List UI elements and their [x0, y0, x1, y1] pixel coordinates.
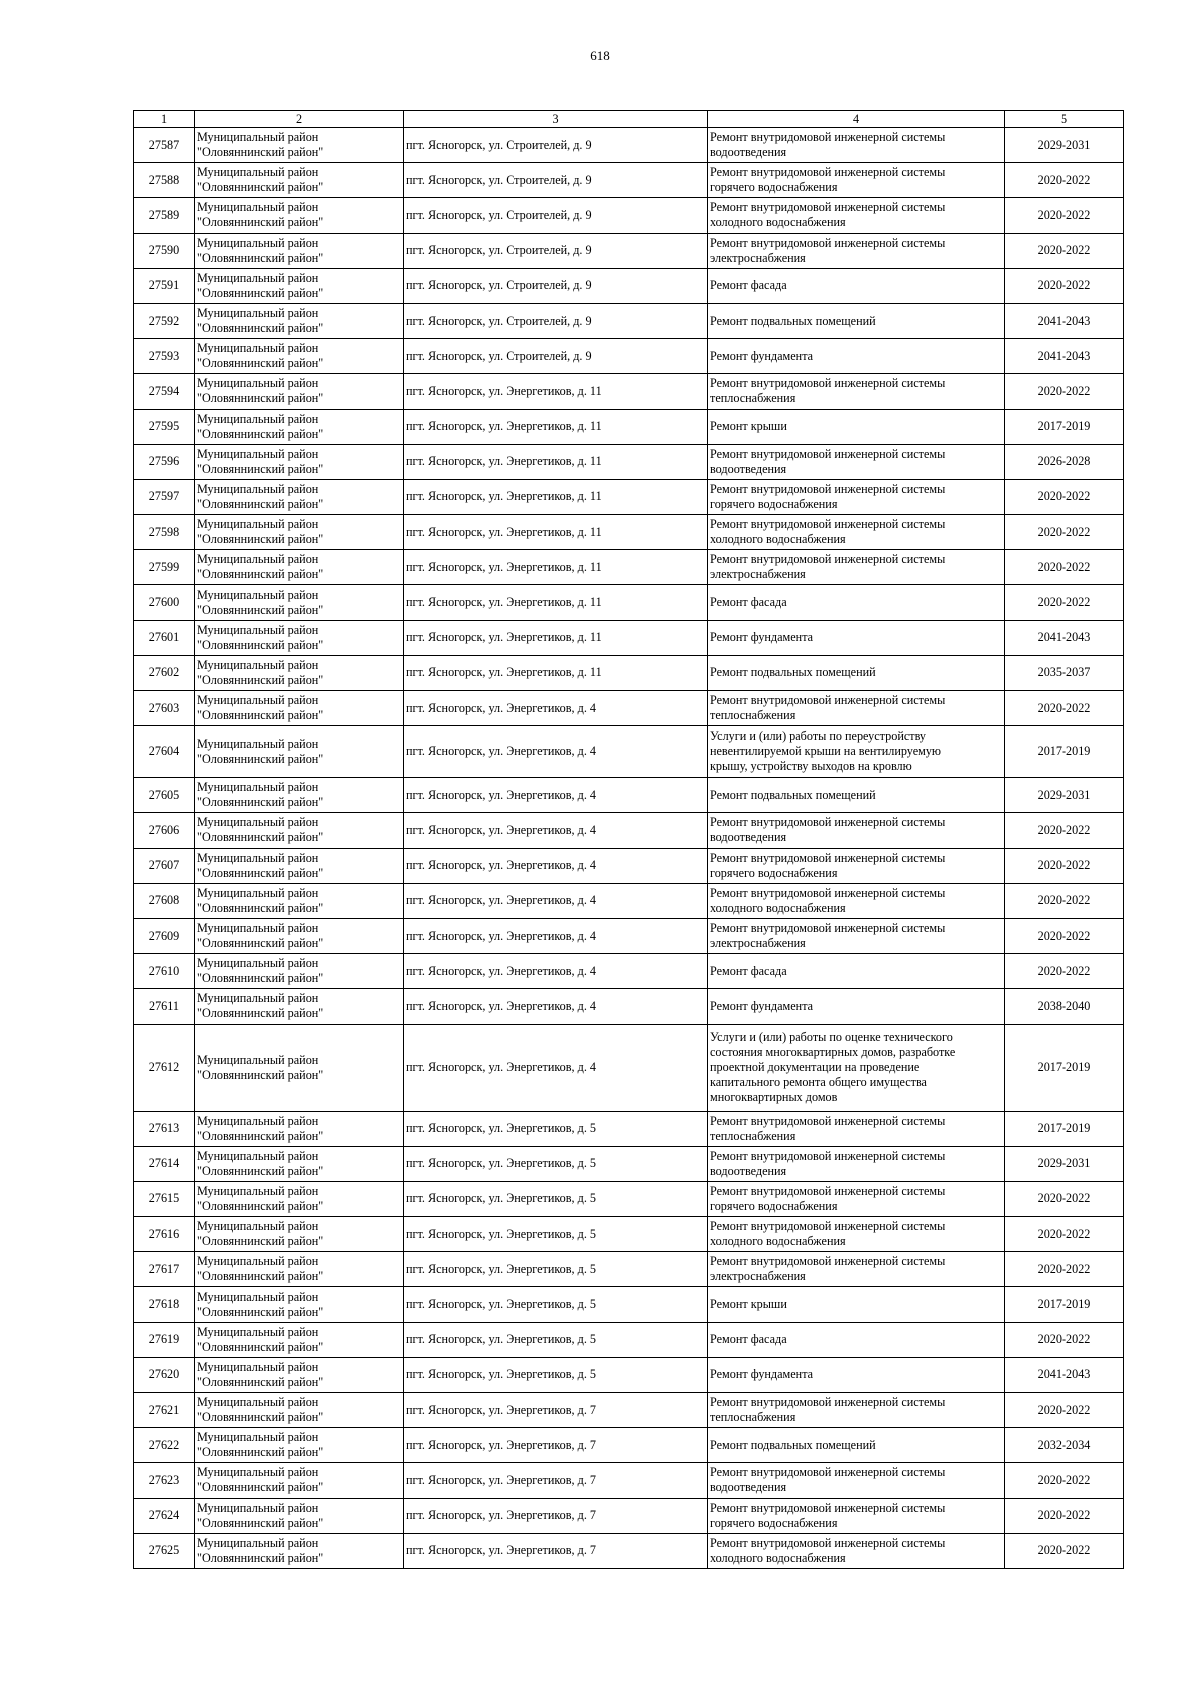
column-header: 5 — [1005, 111, 1124, 128]
address-cell: пгт. Ясногорск, ул. Энергетиков, д. 11 — [404, 655, 708, 690]
address-cell: пгт. Ясногорск, ул. Энергетиков, д. 11 — [404, 409, 708, 444]
address-cell: пгт. Ясногорск, ул. Энергетиков, д. 5 — [404, 1322, 708, 1357]
municipality-cell: Муниципальный район "Оловяннинский район" — [195, 1322, 404, 1357]
municipality-cell: Муниципальный район "Оловяннинский район" — [195, 1498, 404, 1533]
address-cell: пгт. Ясногорск, ул. Строителей, д. 9 — [404, 268, 708, 303]
period-cell: 2029-2031 — [1005, 128, 1124, 163]
work-type-cell: Ремонт внутридомовой инженерной системы горячего водоснабжения — [708, 848, 1005, 883]
work-type-cell: Ремонт внутридомовой инженерной системы холодного водоснабжения — [708, 515, 1005, 550]
period-cell: 2020-2022 — [1005, 1463, 1124, 1498]
period-cell: 2020-2022 — [1005, 374, 1124, 409]
municipality-cell: Муниципальный район "Оловяннинский район" — [195, 163, 404, 198]
address-cell: пгт. Ясногорск, ул. Энергетиков, д. 11 — [404, 585, 708, 620]
municipality-cell: Муниципальный район "Оловяннинский район" — [195, 374, 404, 409]
table-row — [134, 515, 1124, 550]
table-row — [134, 1357, 1124, 1392]
address-cell: пгт. Ясногорск, ул. Энергетиков, д. 7 — [404, 1498, 708, 1533]
row-number-cell: 27614 — [134, 1146, 195, 1181]
table-row — [134, 655, 1124, 690]
work-type-cell: Ремонт внутридомовой инженерной системы теплоснабжения — [708, 374, 1005, 409]
work-type-cell: Ремонт внутридомовой инженерной системы горячего водоснабжения — [708, 163, 1005, 198]
address-cell: пгт. Ясногорск, ул. Энергетиков, д. 4 — [404, 883, 708, 918]
table-row — [134, 1146, 1124, 1181]
work-type-cell: Ремонт внутридомовой инженерной системы электроснабжения — [708, 1252, 1005, 1287]
work-type-cell: Ремонт внутридомовой инженерной системы водоотведения — [708, 444, 1005, 479]
table-row — [134, 848, 1124, 883]
table-row — [134, 954, 1124, 989]
address-cell: пгт. Ясногорск, ул. Строителей, д. 9 — [404, 163, 708, 198]
row-number-cell: 27596 — [134, 444, 195, 479]
table-row — [134, 1498, 1124, 1533]
municipality-cell: Муниципальный район "Оловяннинский район" — [195, 726, 404, 778]
municipality-cell: Муниципальный район "Оловяннинский район" — [195, 409, 404, 444]
municipality-cell: Муниципальный район "Оловяннинский район" — [195, 1252, 404, 1287]
work-type-cell: Ремонт крыши — [708, 409, 1005, 444]
row-number-cell: 27624 — [134, 1498, 195, 1533]
row-number-cell: 27589 — [134, 198, 195, 233]
address-cell: пгт. Ясногорск, ул. Энергетиков, д. 4 — [404, 778, 708, 813]
work-type-cell: Ремонт фасада — [708, 585, 1005, 620]
table-row — [134, 585, 1124, 620]
row-number-cell: 27591 — [134, 268, 195, 303]
table-row — [134, 813, 1124, 848]
municipality-cell: Муниципальный район "Оловяннинский район" — [195, 813, 404, 848]
municipality-cell: Муниципальный район "Оловяннинский район" — [195, 1463, 404, 1498]
work-type-cell: Ремонт подвальных помещений — [708, 655, 1005, 690]
municipality-cell: Муниципальный район "Оловяннинский район" — [195, 444, 404, 479]
municipality-cell: Муниципальный район "Оловяннинский район" — [195, 1146, 404, 1181]
municipality-cell: Муниципальный район "Оловяннинский район" — [195, 1217, 404, 1252]
municipality-cell: Муниципальный район "Оловяннинский район" — [195, 918, 404, 953]
work-type-cell: Ремонт внутридомовой инженерной системы горячего водоснабжения — [708, 1498, 1005, 1533]
work-type-cell: Ремонт подвальных помещений — [708, 778, 1005, 813]
municipality-cell: Муниципальный район "Оловяннинский район" — [195, 778, 404, 813]
row-number-cell: 27613 — [134, 1111, 195, 1146]
row-number-cell: 27617 — [134, 1252, 195, 1287]
address-cell: пгт. Ясногорск, ул. Энергетиков, д. 5 — [404, 1217, 708, 1252]
municipality-cell: Муниципальный район "Оловяннинский район" — [195, 198, 404, 233]
municipality-cell: Муниципальный район "Оловяннинский район" — [195, 1024, 404, 1111]
column-header: 2 — [195, 111, 404, 128]
table-row — [134, 620, 1124, 655]
period-cell: 2020-2022 — [1005, 550, 1124, 585]
table-row — [134, 1428, 1124, 1463]
row-number-cell: 27588 — [134, 163, 195, 198]
row-number-cell: 27590 — [134, 233, 195, 268]
table-row — [134, 918, 1124, 953]
municipality-cell: Муниципальный район "Оловяннинский район" — [195, 989, 404, 1024]
table-row — [134, 1533, 1124, 1568]
period-cell: 2020-2022 — [1005, 1181, 1124, 1216]
register-table — [133, 110, 1124, 1569]
row-number-cell: 27599 — [134, 550, 195, 585]
work-type-cell: Услуги и (или) работы по переустройству невентилируемой крыши на вентилируемую крышу, устройству выходов на кровлю — [708, 726, 1005, 778]
address-cell: пгт. Ясногорск, ул. Энергетиков, д. 5 — [404, 1146, 708, 1181]
municipality-cell: Муниципальный район "Оловяннинский район" — [195, 883, 404, 918]
row-number-cell: 27620 — [134, 1357, 195, 1392]
work-type-cell: Ремонт внутридомовой инженерной системы холодного водоснабжения — [708, 1217, 1005, 1252]
address-cell: пгт. Ясногорск, ул. Энергетиков, д. 4 — [404, 989, 708, 1024]
work-type-cell: Ремонт внутридомовой инженерной системы холодного водоснабжения — [708, 1533, 1005, 1568]
period-cell: 2032-2034 — [1005, 1428, 1124, 1463]
period-cell: 2017-2019 — [1005, 1287, 1124, 1322]
address-cell: пгт. Ясногорск, ул. Энергетиков, д. 4 — [404, 813, 708, 848]
address-cell: пгт. Ясногорск, ул. Энергетиков, д. 7 — [404, 1428, 708, 1463]
address-cell: пгт. Ясногорск, ул. Энергетиков, д. 11 — [404, 374, 708, 409]
period-cell: 2020-2022 — [1005, 954, 1124, 989]
period-cell: 2020-2022 — [1005, 585, 1124, 620]
municipality-cell: Муниципальный район "Оловяннинский район" — [195, 1393, 404, 1428]
address-cell: пгт. Ясногорск, ул. Энергетиков, д. 11 — [404, 620, 708, 655]
period-cell: 2017-2019 — [1005, 1024, 1124, 1111]
row-number-cell: 27603 — [134, 691, 195, 726]
work-type-cell: Ремонт фасада — [708, 1322, 1005, 1357]
work-type-cell: Ремонт внутридомовой инженерной системы водоотведения — [708, 1463, 1005, 1498]
municipality-cell: Муниципальный район "Оловяннинский район" — [195, 303, 404, 338]
table-row — [134, 726, 1124, 778]
address-cell: пгт. Ясногорск, ул. Энергетиков, д. 7 — [404, 1533, 708, 1568]
table-header-row — [134, 111, 1124, 128]
work-type-cell: Ремонт фасада — [708, 268, 1005, 303]
address-cell: пгт. Ясногорск, ул. Энергетиков, д. 5 — [404, 1181, 708, 1216]
row-number-cell: 27593 — [134, 339, 195, 374]
work-type-cell: Ремонт внутридомовой инженерной системы теплоснабжения — [708, 1393, 1005, 1428]
table-row — [134, 128, 1124, 163]
column-header: 4 — [708, 111, 1005, 128]
row-number-cell: 27621 — [134, 1393, 195, 1428]
row-number-cell: 27606 — [134, 813, 195, 848]
period-cell: 2041-2043 — [1005, 620, 1124, 655]
work-type-cell: Ремонт внутридомовой инженерной системы электроснабжения — [708, 233, 1005, 268]
work-type-cell: Ремонт крыши — [708, 1287, 1005, 1322]
period-cell: 2020-2022 — [1005, 1252, 1124, 1287]
period-cell: 2017-2019 — [1005, 726, 1124, 778]
row-number-cell: 27597 — [134, 479, 195, 514]
work-type-cell: Ремонт внутридомовой инженерной системы электроснабжения — [708, 918, 1005, 953]
work-type-cell: Ремонт внутридомовой инженерной системы теплоснабжения — [708, 691, 1005, 726]
row-number-cell: 27618 — [134, 1287, 195, 1322]
address-cell: пгт. Ясногорск, ул. Энергетиков, д. 4 — [404, 726, 708, 778]
work-type-cell: Услуги и (или) работы по оценке технического состояния многоквартирных домов, разработке проектной документации на проведение капитального ремонта общего имущества многоквартирных домов — [708, 1024, 1005, 1111]
municipality-cell: Муниципальный район "Оловяннинский район" — [195, 233, 404, 268]
municipality-cell: Муниципальный район "Оловяннинский район" — [195, 954, 404, 989]
row-number-cell: 27611 — [134, 989, 195, 1024]
address-cell: пгт. Ясногорск, ул. Энергетиков, д. 5 — [404, 1111, 708, 1146]
period-cell: 2020-2022 — [1005, 1498, 1124, 1533]
address-cell: пгт. Ясногорск, ул. Строителей, д. 9 — [404, 303, 708, 338]
row-number-cell: 27587 — [134, 128, 195, 163]
work-type-cell: Ремонт внутридомовой инженерной системы электроснабжения — [708, 550, 1005, 585]
address-cell: пгт. Ясногорск, ул. Энергетиков, д. 11 — [404, 479, 708, 514]
work-type-cell: Ремонт внутридомовой инженерной системы теплоснабжения — [708, 1111, 1005, 1146]
address-cell: пгт. Ясногорск, ул. Энергетиков, д. 11 — [404, 444, 708, 479]
row-number-cell: 27615 — [134, 1181, 195, 1216]
table-row — [134, 1252, 1124, 1287]
address-cell: пгт. Ясногорск, ул. Строителей, д. 9 — [404, 339, 708, 374]
row-number-cell: 27625 — [134, 1533, 195, 1568]
period-cell: 2026-2028 — [1005, 444, 1124, 479]
period-cell: 2020-2022 — [1005, 1217, 1124, 1252]
period-cell: 2020-2022 — [1005, 268, 1124, 303]
row-number-cell: 27592 — [134, 303, 195, 338]
row-number-cell: 27605 — [134, 778, 195, 813]
address-cell: пгт. Ясногорск, ул. Энергетиков, д. 7 — [404, 1393, 708, 1428]
table-row — [134, 1111, 1124, 1146]
address-cell: пгт. Ясногорск, ул. Строителей, д. 9 — [404, 233, 708, 268]
work-type-cell: Ремонт подвальных помещений — [708, 303, 1005, 338]
period-cell: 2017-2019 — [1005, 1111, 1124, 1146]
table-row — [134, 163, 1124, 198]
period-cell: 2020-2022 — [1005, 515, 1124, 550]
row-number-cell: 27601 — [134, 620, 195, 655]
row-number-cell: 27594 — [134, 374, 195, 409]
period-cell: 2020-2022 — [1005, 1393, 1124, 1428]
municipality-cell: Муниципальный район "Оловяннинский район" — [195, 620, 404, 655]
work-type-cell: Ремонт внутридомовой инженерной системы холодного водоснабжения — [708, 198, 1005, 233]
table-row — [134, 479, 1124, 514]
table-row — [134, 1393, 1124, 1428]
table-row — [134, 550, 1124, 585]
period-cell: 2020-2022 — [1005, 479, 1124, 514]
municipality-cell: Муниципальный район "Оловяннинский район" — [195, 1287, 404, 1322]
municipality-cell: Муниципальный район "Оловяннинский район" — [195, 1428, 404, 1463]
table-row — [134, 989, 1124, 1024]
period-cell: 2020-2022 — [1005, 163, 1124, 198]
municipality-cell: Муниципальный район "Оловяннинский район" — [195, 268, 404, 303]
address-cell: пгт. Ясногорск, ул. Строителей, д. 9 — [404, 128, 708, 163]
row-number-cell: 27609 — [134, 918, 195, 953]
row-number-cell: 27595 — [134, 409, 195, 444]
address-cell: пгт. Ясногорск, ул. Энергетиков, д. 11 — [404, 515, 708, 550]
period-cell: 2038-2040 — [1005, 989, 1124, 1024]
address-cell: пгт. Ясногорск, ул. Энергетиков, д. 7 — [404, 1463, 708, 1498]
work-type-cell: Ремонт фундамента — [708, 620, 1005, 655]
address-cell: пгт. Ясногорск, ул. Энергетиков, д. 5 — [404, 1357, 708, 1392]
municipality-cell: Муниципальный район "Оловяннинский район" — [195, 1357, 404, 1392]
period-cell: 2020-2022 — [1005, 883, 1124, 918]
work-type-cell: Ремонт фундамента — [708, 339, 1005, 374]
municipality-cell: Муниципальный район "Оловяннинский район" — [195, 655, 404, 690]
table-row — [134, 1287, 1124, 1322]
table-row — [134, 1463, 1124, 1498]
table-row — [134, 883, 1124, 918]
row-number-cell: 27616 — [134, 1217, 195, 1252]
address-cell: пгт. Ясногорск, ул. Энергетиков, д. 4 — [404, 848, 708, 883]
work-type-cell: Ремонт внутридомовой инженерной системы водоотведения — [708, 813, 1005, 848]
table-row — [134, 303, 1124, 338]
period-cell: 2020-2022 — [1005, 691, 1124, 726]
municipality-cell: Муниципальный район "Оловяннинский район" — [195, 479, 404, 514]
row-number-cell: 27598 — [134, 515, 195, 550]
municipality-cell: Муниципальный район "Оловяннинский район" — [195, 128, 404, 163]
period-cell: 2041-2043 — [1005, 1357, 1124, 1392]
row-number-cell: 27619 — [134, 1322, 195, 1357]
row-number-cell: 27607 — [134, 848, 195, 883]
table-row — [134, 198, 1124, 233]
table-row — [134, 1024, 1124, 1111]
table-row — [134, 1181, 1124, 1216]
work-type-cell: Ремонт внутридомовой инженерной системы горячего водоснабжения — [708, 479, 1005, 514]
row-number-cell: 27602 — [134, 655, 195, 690]
work-type-cell: Ремонт внутридомовой инженерной системы водоотведения — [708, 1146, 1005, 1181]
municipality-cell: Муниципальный район "Оловяннинский район" — [195, 1181, 404, 1216]
work-type-cell: Ремонт фундамента — [708, 989, 1005, 1024]
period-cell: 2041-2043 — [1005, 339, 1124, 374]
period-cell: 2029-2031 — [1005, 1146, 1124, 1181]
page-number: 618 — [590, 48, 610, 63]
work-type-cell: Ремонт подвальных помещений — [708, 1428, 1005, 1463]
municipality-cell: Муниципальный район "Оловяннинский район" — [195, 848, 404, 883]
table-row — [134, 339, 1124, 374]
period-cell: 2020-2022 — [1005, 1533, 1124, 1568]
table-row — [134, 409, 1124, 444]
table-row — [134, 374, 1124, 409]
table-row — [134, 1322, 1124, 1357]
municipality-cell: Муниципальный район "Оловяннинский район" — [195, 550, 404, 585]
address-cell: пгт. Ясногорск, ул. Энергетиков, д. 4 — [404, 1024, 708, 1111]
period-cell: 2020-2022 — [1005, 1322, 1124, 1357]
address-cell: пгт. Ясногорск, ул. Энергетиков, д. 5 — [404, 1252, 708, 1287]
period-cell: 2020-2022 — [1005, 813, 1124, 848]
table-row — [134, 691, 1124, 726]
row-number-cell: 27600 — [134, 585, 195, 620]
work-type-cell: Ремонт фасада — [708, 954, 1005, 989]
period-cell: 2029-2031 — [1005, 778, 1124, 813]
row-number-cell: 27612 — [134, 1024, 195, 1111]
period-cell: 2020-2022 — [1005, 233, 1124, 268]
work-type-cell: Ремонт внутридомовой инженерной системы водоотведения — [708, 128, 1005, 163]
municipality-cell: Муниципальный район "Оловяннинский район" — [195, 1533, 404, 1568]
table-row — [134, 1217, 1124, 1252]
address-cell: пгт. Ясногорск, ул. Энергетиков, д. 4 — [404, 918, 708, 953]
work-type-cell: Ремонт фундамента — [708, 1357, 1005, 1392]
municipality-cell: Муниципальный район "Оловяннинский район" — [195, 691, 404, 726]
row-number-cell: 27610 — [134, 954, 195, 989]
table-row — [134, 444, 1124, 479]
period-cell: 2020-2022 — [1005, 198, 1124, 233]
period-cell: 2041-2043 — [1005, 303, 1124, 338]
row-number-cell: 27604 — [134, 726, 195, 778]
address-cell: пгт. Ясногорск, ул. Энергетиков, д. 4 — [404, 954, 708, 989]
address-cell: пгт. Ясногорск, ул. Строителей, д. 9 — [404, 198, 708, 233]
row-number-cell: 27623 — [134, 1463, 195, 1498]
row-number-cell: 27608 — [134, 883, 195, 918]
table-row — [134, 778, 1124, 813]
municipality-cell: Муниципальный район "Оловяннинский район" — [195, 585, 404, 620]
column-header: 1 — [134, 111, 195, 128]
municipality-cell: Муниципальный район "Оловяннинский район" — [195, 339, 404, 374]
period-cell: 2035-2037 — [1005, 655, 1124, 690]
municipality-cell: Муниципальный район "Оловяннинский район" — [195, 515, 404, 550]
address-cell: пгт. Ясногорск, ул. Энергетиков, д. 4 — [404, 691, 708, 726]
municipality-cell: Муниципальный район "Оловяннинский район" — [195, 1111, 404, 1146]
work-type-cell: Ремонт внутридомовой инженерной системы холодного водоснабжения — [708, 883, 1005, 918]
period-cell: 2020-2022 — [1005, 848, 1124, 883]
column-header: 3 — [404, 111, 708, 128]
table-row — [134, 268, 1124, 303]
row-number-cell: 27622 — [134, 1428, 195, 1463]
period-cell: 2020-2022 — [1005, 918, 1124, 953]
table-body — [134, 128, 1124, 1569]
address-cell: пгт. Ясногорск, ул. Энергетиков, д. 11 — [404, 550, 708, 585]
address-cell: пгт. Ясногорск, ул. Энергетиков, д. 5 — [404, 1287, 708, 1322]
period-cell: 2017-2019 — [1005, 409, 1124, 444]
table-row — [134, 233, 1124, 268]
work-type-cell: Ремонт внутридомовой инженерной системы горячего водоснабжения — [708, 1181, 1005, 1216]
